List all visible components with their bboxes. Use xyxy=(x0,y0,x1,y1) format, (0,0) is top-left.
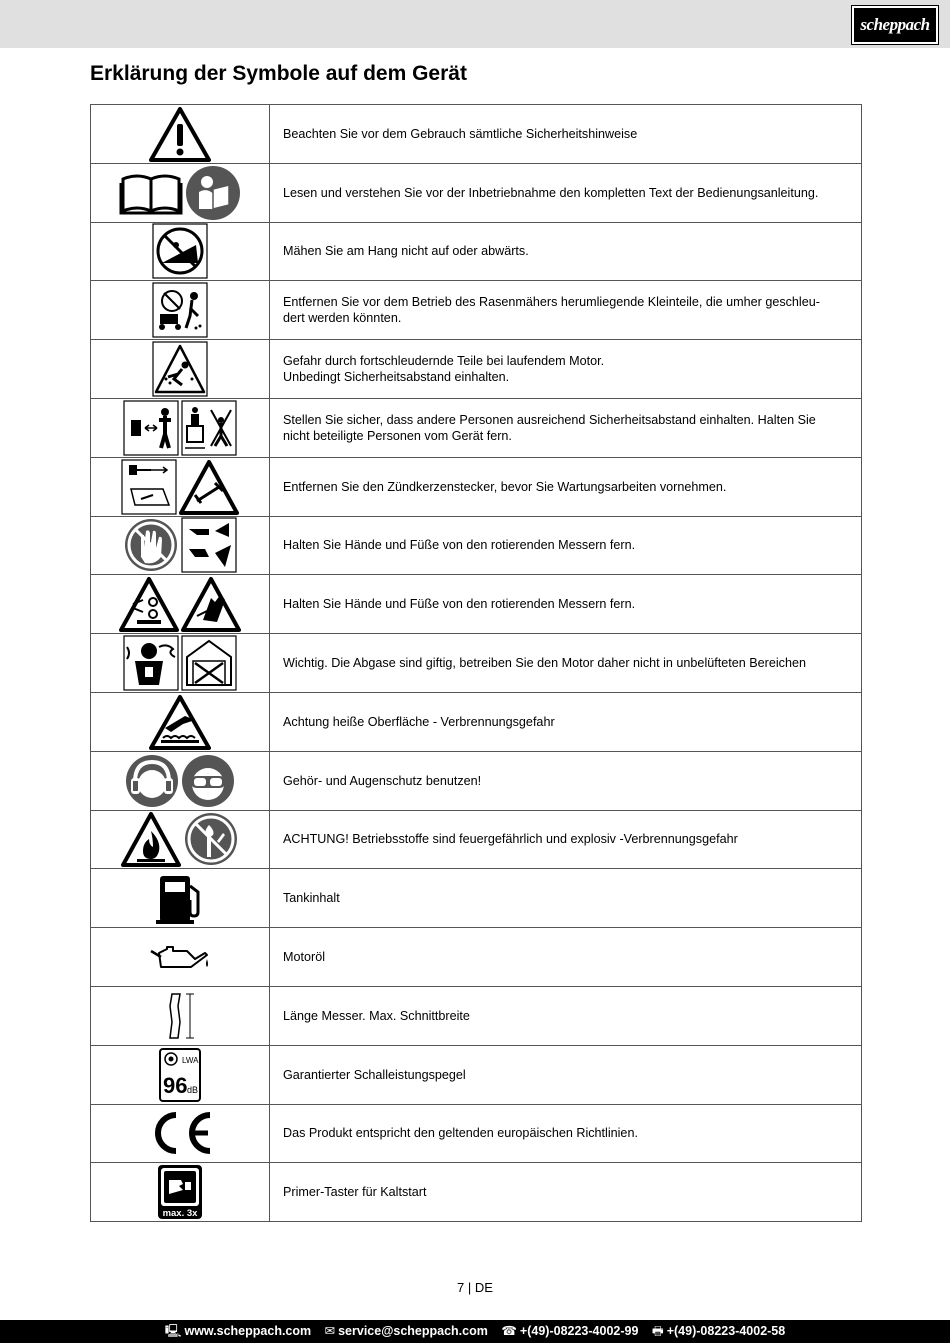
symbol-row xyxy=(91,340,862,399)
description-line: Entfernen Sie vor dem Betrieb des Rasenmähers herumliegende Kleinteile, die umher geschleu- xyxy=(283,295,820,310)
symbol-description xyxy=(270,634,862,693)
symbol-row xyxy=(91,163,862,222)
description-line: Gehör- und Augenschutz benutzen! xyxy=(283,773,482,788)
rotating-blade-hand-warning-icon xyxy=(180,596,242,613)
symbol-icon-cell xyxy=(91,692,270,751)
symbol-icon-cell xyxy=(91,928,270,987)
footer-bar xyxy=(0,1320,950,1343)
symbol-description xyxy=(270,105,862,164)
top-bar xyxy=(0,0,950,48)
warning-triangle-icon xyxy=(148,125,212,142)
description-line: Gefahr durch fortschleudernde Teile bei laufendem Motor. xyxy=(283,354,605,369)
symbol-icon-cell xyxy=(91,1163,270,1222)
sound-db-unit: dB xyxy=(187,1084,199,1095)
symbol-icon-cell xyxy=(91,163,270,222)
footer-fax: +(49)-08223-4002-58 xyxy=(666,1324,786,1338)
symbol-icon-cell xyxy=(91,222,270,281)
symbol-row xyxy=(91,692,862,751)
description-line: Mähen Sie am Hang nicht auf oder abwärts. xyxy=(283,244,529,259)
primer-max-label: max. 3x xyxy=(162,1208,198,1220)
symbol-description xyxy=(270,1045,862,1104)
symbol-row xyxy=(91,810,862,869)
safety-distance-icon xyxy=(122,419,180,436)
eye-protection-icon xyxy=(180,772,236,789)
symbol-icon-cell xyxy=(91,634,270,693)
no-open-flame-icon xyxy=(182,831,240,848)
blade-length-icon xyxy=(159,1007,201,1024)
hot-surface-warning-icon xyxy=(148,713,212,730)
no-slope-mowing-icon xyxy=(151,243,209,260)
description-line: Wichtig. Die Abgase sind giftig, betreiben Sie den Motor daher nicht in unbelüfteten Bereichen xyxy=(283,656,806,671)
description-line: dert werden könnten. xyxy=(283,311,402,326)
symbol-description xyxy=(270,340,862,399)
flying-debris-warning-icon xyxy=(151,360,209,377)
symbol-row xyxy=(91,751,862,810)
symbol-table xyxy=(90,104,862,1222)
symbol-icon-cell xyxy=(91,105,270,164)
description-line: Länge Messer. Max. Schnittbreite xyxy=(283,1008,470,1023)
symbol-icon-cell xyxy=(91,340,270,399)
symbol-row xyxy=(91,457,862,516)
footer-website[interactable]: www.scheppach.com xyxy=(184,1324,312,1338)
description-line: Unbedingt Sicherheitsabstand einhalten. xyxy=(283,370,510,385)
symbol-row xyxy=(91,869,862,928)
symbol-row xyxy=(91,516,862,575)
email-icon: ✉ xyxy=(324,1324,336,1338)
symbol-icon-cell xyxy=(91,575,270,634)
symbol-description xyxy=(270,1104,862,1163)
open-book-icon xyxy=(118,184,184,201)
symbol-icon-cell xyxy=(91,1104,270,1163)
symbol-description xyxy=(270,516,862,575)
description-line: Lesen und verstehen Sie vor der Inbetriebnahme den kompletten Text der Bedienungsanleitung. xyxy=(283,185,819,200)
description-line: Tankinhalt xyxy=(283,891,340,906)
fuel-pump-icon xyxy=(151,889,209,906)
rotating-blade-foot-warning-icon xyxy=(118,596,180,613)
scheppach-logo: scheppach xyxy=(852,6,938,44)
symbol-description xyxy=(270,575,862,634)
spark-plug-manual-icon xyxy=(120,478,178,495)
sound-db-value: 96 xyxy=(163,1072,188,1098)
symbol-row xyxy=(91,281,862,340)
description-line: nicht beteiligte Personen vom Gerät fern. xyxy=(283,428,512,443)
symbol-icon-cell xyxy=(91,457,270,516)
flammable-warning-icon xyxy=(120,831,182,848)
ear-protection-icon xyxy=(124,772,180,789)
primer-button-icon xyxy=(156,1183,204,1220)
symbol-row xyxy=(91,634,862,693)
description-line: Beachten Sie vor dem Gebrauch sämtliche Sicherheitshinweise xyxy=(283,126,638,141)
remove-debris-icon xyxy=(151,302,209,319)
symbol-description xyxy=(270,810,862,869)
symbol-description xyxy=(270,457,862,516)
symbol-icon-cell xyxy=(91,986,270,1045)
fax-icon: 🖶 xyxy=(651,1324,664,1338)
no-enclosed-space-icon xyxy=(180,654,238,671)
ce-mark-icon xyxy=(143,1125,217,1142)
description-line: ACHTUNG! Betriebsstoffe sind feuergefährlich und explosiv -Verbrennungsgefahr xyxy=(283,832,738,847)
symbol-description xyxy=(270,222,862,281)
page-title: Erklärung der Symbole auf dem Gerät xyxy=(90,62,467,85)
symbol-icon-cell xyxy=(91,869,270,928)
oil-can-icon xyxy=(146,948,214,965)
symbol-icon-cell xyxy=(91,751,270,810)
sound-lwa-label: LWA xyxy=(182,1055,199,1065)
symbol-description xyxy=(270,1163,862,1222)
description-line: Primer-Taster für Kaltstart xyxy=(283,1185,427,1200)
symbol-row xyxy=(91,1163,862,1222)
description-line: Halten Sie Hände und Füße von den rotierenden Messern fern. xyxy=(283,538,636,553)
symbol-icon-cell xyxy=(91,281,270,340)
symbol-description xyxy=(270,869,862,928)
read-manual-icon xyxy=(184,184,242,201)
description-line: Achtung heiße Oberfläche - Verbrennungsgefahr xyxy=(283,714,555,729)
symbol-row xyxy=(91,575,862,634)
symbol-row xyxy=(91,222,862,281)
symbol-description xyxy=(270,751,862,810)
symbol-description xyxy=(270,281,862,340)
symbol-description xyxy=(270,986,862,1045)
symbol-row xyxy=(91,1045,862,1104)
keep-bystanders-away-icon xyxy=(180,419,238,436)
page-number: 7 | DE xyxy=(457,1280,493,1295)
maintenance-warning-icon xyxy=(178,478,240,495)
symbol-row xyxy=(91,986,862,1045)
symbol-description xyxy=(270,163,862,222)
footer-phone: +(49)-08223-4002-99 xyxy=(519,1324,639,1338)
footer-email[interactable]: service@scheppach.com xyxy=(338,1324,488,1338)
description-line: Halten Sie Hände und Füße von den rotierenden Messern fern. xyxy=(283,597,636,612)
symbol-description xyxy=(270,398,862,457)
symbol-icon-cell xyxy=(91,398,270,457)
computer-icon: 🖳 xyxy=(164,1324,182,1338)
phone-icon: ☎ xyxy=(501,1324,517,1338)
description-line: Entfernen Sie den Zündkerzenstecker, bevor Sie Wartungsarbeiten vornehmen. xyxy=(283,479,727,494)
symbol-description xyxy=(270,692,862,751)
keep-hands-feet-away-icon xyxy=(180,537,238,554)
symbol-row xyxy=(91,398,862,457)
symbol-row xyxy=(91,105,862,164)
symbol-description xyxy=(270,928,862,987)
symbol-row xyxy=(91,1104,862,1163)
description-line: Das Produkt entspricht den geltenden europäischen Richtlinien. xyxy=(283,1126,638,1141)
description-line: Motoröl xyxy=(283,950,325,965)
description-line: Stellen Sie sicher, dass andere Personen ausreichend Sicherheitsabstand einhalten. Halten Sie xyxy=(283,412,816,427)
no-hands-icon xyxy=(122,537,180,554)
toxic-fumes-icon xyxy=(122,654,180,671)
description-line: Garantierter Schalleistungspegel xyxy=(283,1067,466,1082)
symbol-icon-cell xyxy=(91,810,270,869)
symbol-icon-cell xyxy=(91,1045,270,1104)
symbol-icon-cell xyxy=(91,516,270,575)
sound-power-level-icon xyxy=(157,1055,203,1098)
symbol-row xyxy=(91,928,862,987)
